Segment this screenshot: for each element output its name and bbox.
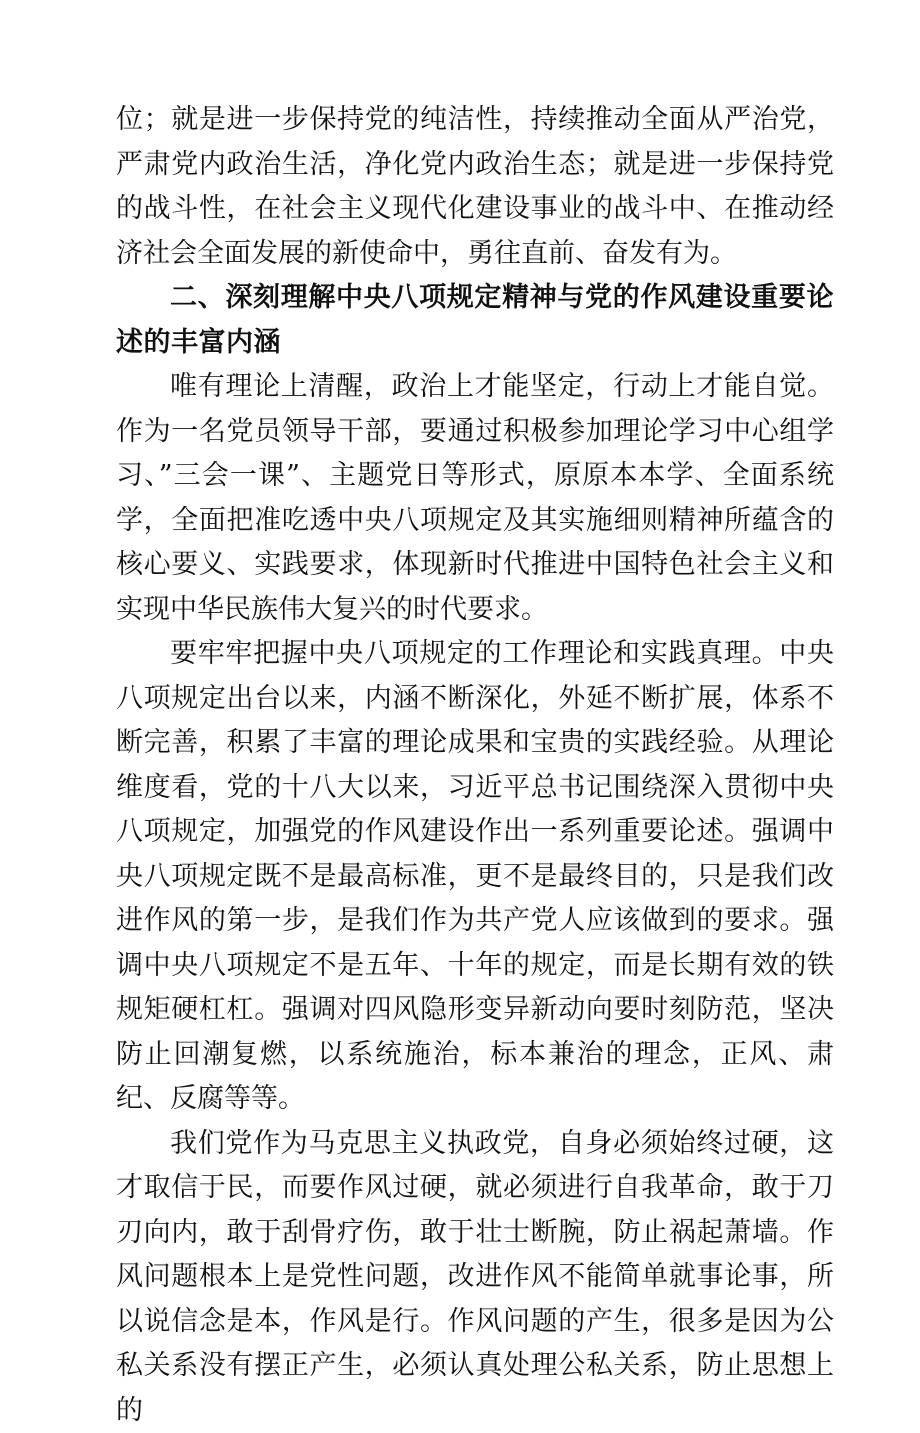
document-page — [116, 98, 834, 1433]
paragraph-continued: 位；就是进一步保持党的纯洁性，持续推动全面从严治党，严肃党内政治生活，净化党内政治生态；就是进一步保持党的战斗性，在社会主义现代化建设事业的战斗中、在推动经济社会全面发展的新使命中，勇往直前、奋发有为。 — [116, 98, 834, 276]
paragraph-theory-clarity: 唯有理论上清醒，政治上才能坚定，行动上才能自觉。作为一名党员领导干部，要通过积极参加理论学习中心组学习、”三会一课”、主题党日等形式，原原本本学、全面系统学，全面把准吃透中央八项规定及其实施细则精神所蕴含的核心要义、实践要求，体现新时代推进中国特色社会主义和实现中华民族伟大复兴的时代要求。 — [116, 365, 834, 632]
paragraph-eight-rules-theory: 要牢牢把握中央八项规定的工作理论和实践真理。中央八项规定出台以来，内涵不断深化，外延不断扩展，体系不断完善，积累了丰富的理论成果和宝贵的实践经验。从理论维度看，党的十八大以来，习近平总书记围绕深入贯彻中央八项规定，加强党的作风建设作出一系列重要论述。强调中央八项规定既不是最高标准，更不是最终目的，只是我们改进作风的第一步，是我们作为共产党人应该做到的要求。强调中央八项规定不是五年、十年的规定，而是长期有效的铁规矩硬杠杠。强调对四风隐形变异新动向要时刻防范，坚决防止回潮复燃，以系统施治，标本兼治的理念，正风、肃纪、反腐等等。 — [116, 632, 834, 1122]
paragraph-self-revolution: 我们党作为马克思主义执政党，自身必须始终过硬，这才取信于民，而要作风过硬，就必须进行自我革命，敢于刀刃向内，敢于刮骨疗伤，敢于壮士断腕，防止祸起萧墙。作风问题根本上是党性问题，改进作风不能简单就事论事，所以说信念是本，作风是行。作风问题的产生，很多是因为公私关系没有摆正产生，必须认真处理公私关系，防止思想上的 — [116, 1122, 834, 1433]
section-heading: 二、深刻理解中央八项规定精神与党的作风建设重要论述的丰富内涵 — [116, 276, 834, 365]
